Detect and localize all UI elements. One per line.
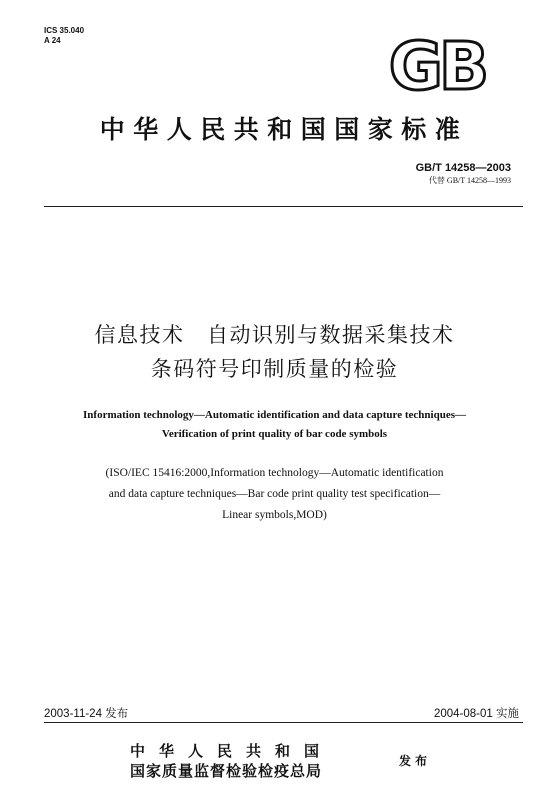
iso-reference-line-1: (ISO/IEC 15416:2000,Information technology—Automatic identification — [105, 467, 444, 479]
chinese-title-line-1: 信息技术 自动识别与数据采集技术 — [94, 323, 455, 347]
issue-date: 2003-11-24 发布 — [44, 708, 129, 720]
footer-divider — [44, 722, 523, 723]
header-divider — [44, 206, 523, 207]
english-title-line-1: Information technology—Automatic identification and data capture techniques— — [83, 409, 466, 421]
classification-codes — [44, 26, 84, 46]
svg-text:GB: GB — [388, 34, 486, 94]
iso-reference-line-2: and data capture techniques—Bar code print quality test specification— — [108, 488, 441, 500]
chinese-title-line-2: 条码符号印制质量的检验 — [150, 357, 399, 381]
replaces-note: 代替 GB/T 14258—1993 — [428, 176, 511, 185]
publish-action: 发布 — [399, 754, 432, 768]
english-title-line-2: Verification of print quality of bar code symbols — [161, 428, 388, 440]
iso-reference-line-3: Linear symbols,MOD) — [222, 509, 327, 521]
category-code: A 24 — [44, 36, 61, 45]
standard-number: GB/T 14258—2003 — [415, 162, 511, 174]
standard-title: 中华人民共和国国家标准 — [99, 115, 469, 144]
publisher-line-2: 国家质量监督检验检疫总局 — [130, 762, 323, 780]
ics-code: ICS 35.040 — [44, 26, 85, 35]
publisher-line-1: 中华人民共和国 — [130, 742, 334, 760]
gb-logo — [374, 34, 500, 94]
implementation-date: 2004-08-01 实施 — [433, 708, 519, 720]
